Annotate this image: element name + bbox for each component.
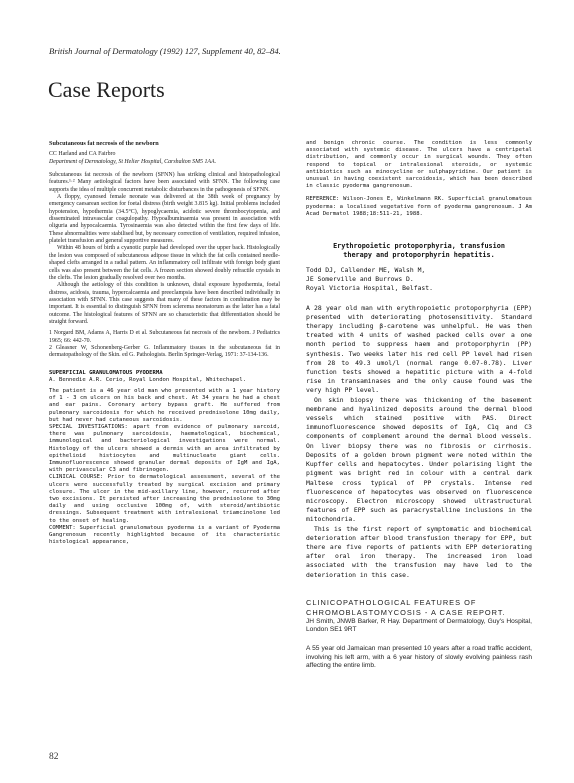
case-authors-line: Todd DJ, Callender ME, Walsh M, <box>306 266 426 275</box>
reference-item: 2 Gleasner W, Schonenberg-Gerber G. Inflammatory tissues in the subcutaneous fat in dermatopathology of the Skin. ed G. Pathologists. Berlin Springer-Verlag, 1971: 37-134-136. <box>49 344 280 359</box>
case-paragraph: Although the aetiology of this condition is unknown, distal exposure hypothermia, foetal distress, acidosis, trauma, hypercalcaemia and preeclampsia have been described individually in association with SFNN. This case suggests that many of these factors in combination may be important. It is essential to distinguish SFNN from sclerema neonatorum as the latter has a fatal outcome. The histological features of SFNN are so characteristic that differentiation should be straight forward. <box>49 282 280 325</box>
case-title-line: CLINICOPATHOLOGICAL FEATURES OF <box>306 597 477 607</box>
case-affiliation: Royal Victoria Hospital, Belfast. <box>306 284 433 293</box>
case-paragraph: CLINICAL COURSE: Prior to dermatological assessment, several of the ulcers were successfully treated by surgical excision and primary closure. The ulcer in the mid-axillary line, however, recurred after two excisions. It persisted after increasing the prednisolone to 30mg daily and using occlusive 100mg of, with steroid/antibiotic dressings. Subsequent treatment with intralesional triamcinolone led to the onset of healing. <box>49 474 280 524</box>
case-paragraph: and benign chronic course. The condition is less commonly associated with systemic disease. The ulcers have a centripetal distribution, and commonly occur in surgical wounds. They often respond to topical or intralesional steroids, or systemic antibiotics such as minocycline or sulphapyridine. Our patient is unusual in having coexistent sarcoidosis, which has been described in classic pyoderma gangrenosum. <box>306 140 532 190</box>
case-report-fat-necrosis <box>49 140 280 360</box>
case-paragraph: COMMENT: Superficial granulomatous pyoderma is a variant of Pyoderma Gangrenosum recently highlighted because of its characteristic histological appearance, <box>49 524 280 546</box>
case-paragraph: SPECIAL INVESTIGATIONS: apart from evidence of pulmonary sarcoid, there was pulmonary sarcoidosis, haematological, biochemical, immunological and bacteriological investigations were normal. Histology of the ulcers showed a dermis with an area infiltrated by epithelioid histiocytes and multinucleate giant cells. Immunofluorescence showed granular dermal deposits of IgM and IgA, with perivascular C3 and fibrinogen. <box>49 424 280 474</box>
case-authors: A. Bennedie A.R. Cerio, Royal London Hospital, Whitechapel. <box>49 376 247 383</box>
journal-citation: British Journal of Dermatology (1992) 127, Supplement 40, 82–84. <box>49 46 281 56</box>
section-title: Case Reports <box>48 77 165 102</box>
left-column <box>49 140 280 547</box>
case-authors: JH Smith, JNWB Barker, R Hay. Department of Dermatology, Guy's Hospital, London SE1 9RT <box>306 617 532 634</box>
case-paragraph: A 55 year old Jamaican man presented 10 years after a road traffic accident, involving his left arm, with a 6 year history of slowly evolving painless rash affecting the entire limb. <box>306 644 532 670</box>
case-title: SUPERFICIAL GRANULOMATOUS PYODERMA <box>49 369 163 376</box>
case-report-protoporphyria <box>306 242 532 580</box>
case-paragraph: Within 48 hours of birth a cyanotic purple had developed over the upper back. Histologically the lesion was composed of subcutaneous adipose tissue in which the fat cells contained needle-shaped clefts arranged in a radial pattern. An inflammatory cell infiltrate with foreign body giant cells was also present between the fat cells. A frozen section showed doubly refractile crystals in the clefts. The lesion gradually resolved over two months. <box>49 245 280 281</box>
right-column <box>306 140 532 671</box>
case-title-line: CHROMOBLASTOMYCOSIS - A CASE REPORT. <box>306 607 506 617</box>
case-paragraph: On skin biopsy there was thickening of the basement membrane and hyalinized deposits around the dermal blood vessels which stained positive with PAS. Direct immunofluorescence showed deposits of IgA, C1q and C3 components of complement around the dermal blood vessels. On liver biopsy there was no fibrosis or cirrhosis. Deposits of a golden brown pigment were noted within the Kupffer cells and hepatocytes. Under polarising light the pigment was bright red in colour with a central dark Maltese cross typical of PP crystals. Intense red fluorescence of hepatocytes was observed on fluorescence microscopy. Electron microscopy showed ultrastructural features of EPP such as paracrystalline inclusions in the mitochondria. <box>306 395 532 524</box>
case-paragraph: A 28 year old man with erythropoietic protoporphyria (EPP) presented with deteriorating photosensitivity. Standard therapy including β-carotene was unhelpful. He was then treated with 4 units of washed packed cells over a one month period to suppress haem and protoporphyrin (PP) synthesis. Two weeks later his red cell PP level had risen from 28 to 49.3 umol/l (normal range 0.07-0.78). Liver function tests showed a hepatitic picture with a 4-fold rise in transaminases and the only cause found was the very high PP level. <box>306 303 532 395</box>
reference-item: REFERENCE: Wilson-Jones E, Winkelmann RK. Superficial granulomatous pyoderma: a localised vegetative form of pyoderma gangrenosum. J Am Acad Dermatol 1988;18:511-21, 1988. <box>306 196 532 217</box>
page-number: 82 <box>49 752 59 762</box>
case-paragraph: The patient is a 46 year old man who presented with a 1 year history of 1 - 3 cm ulcers on his back and chest. At 34 years he had a chest and ear pains. Coronary artery bypass graft. He suffered from pulmonary sarcoidosis for which he received prednisolone 10mg daily, but had never had cutaneous sarcoidosis. <box>49 388 280 423</box>
case-report-granulomatous-pyoderma <box>49 370 280 547</box>
case-title-line: Erythropoietic protoporphyria, transfusion <box>333 242 505 251</box>
case-paragraph: This is the first report of symptomatic and biochemical deterioration after blood transfusion therapy for EPP, but there are five reports of patients with EPP deteriorating after oral iron therapy. The increased iron load associated with the transfusion may have led to the deterioration in this case. <box>306 524 532 579</box>
case-title-line: therapy and protoporphyrin hepatitis. <box>343 251 495 260</box>
case-title: Subcutaneous fat necrosis of the newborn <box>49 140 159 147</box>
reference-item: 1 Norgard BM, Adams A, Harris D et al. Subcutaneous fat necrosis of the newborn. J Pediatrics 1965; 66: 442-70. <box>49 330 280 344</box>
case-affiliation: Department of Dermatology, St Helier Hospital, Carshalton SM5 1AA. <box>49 158 217 165</box>
case-paragraph: Subcutaneous fat necrosis of the newborn (SFNN) has striking clinical and histopathological features.¹·² Many aetiological factors have been associated with SFNN. The following case supports the idea of multiple concurrent metabolic disturbances in the pathogenesis of SFNN. <box>49 172 280 193</box>
case-report-chromoblastomycosis <box>306 598 532 671</box>
case-authors-line: JE Somerville and Burrows D. <box>306 275 414 284</box>
case-authors: CC Harland and CA Fairbro <box>49 151 116 158</box>
case-continuation <box>306 140 532 218</box>
case-paragraph: A floppy, cyanosed female neonate was delivered at the 38th week of pregnancy by emergency caesarean section for foetal distress (birth weight 3.815 kg). Initial problems included hypotension, hypothermia (34.5°C), hypoglycaemia, acidotic severe thrombocytopenia, and disseminated intravascular coagulopathy. Hypoalbuminaemia was present in association with oliguria and hypocalcaemia. Tyrosinaemia was also detected within the first few days of life. These abnormalities were stabilised but, by necessary correction of ventilation, required infusion, platelet transfusion and general supportive measures. <box>49 194 280 245</box>
